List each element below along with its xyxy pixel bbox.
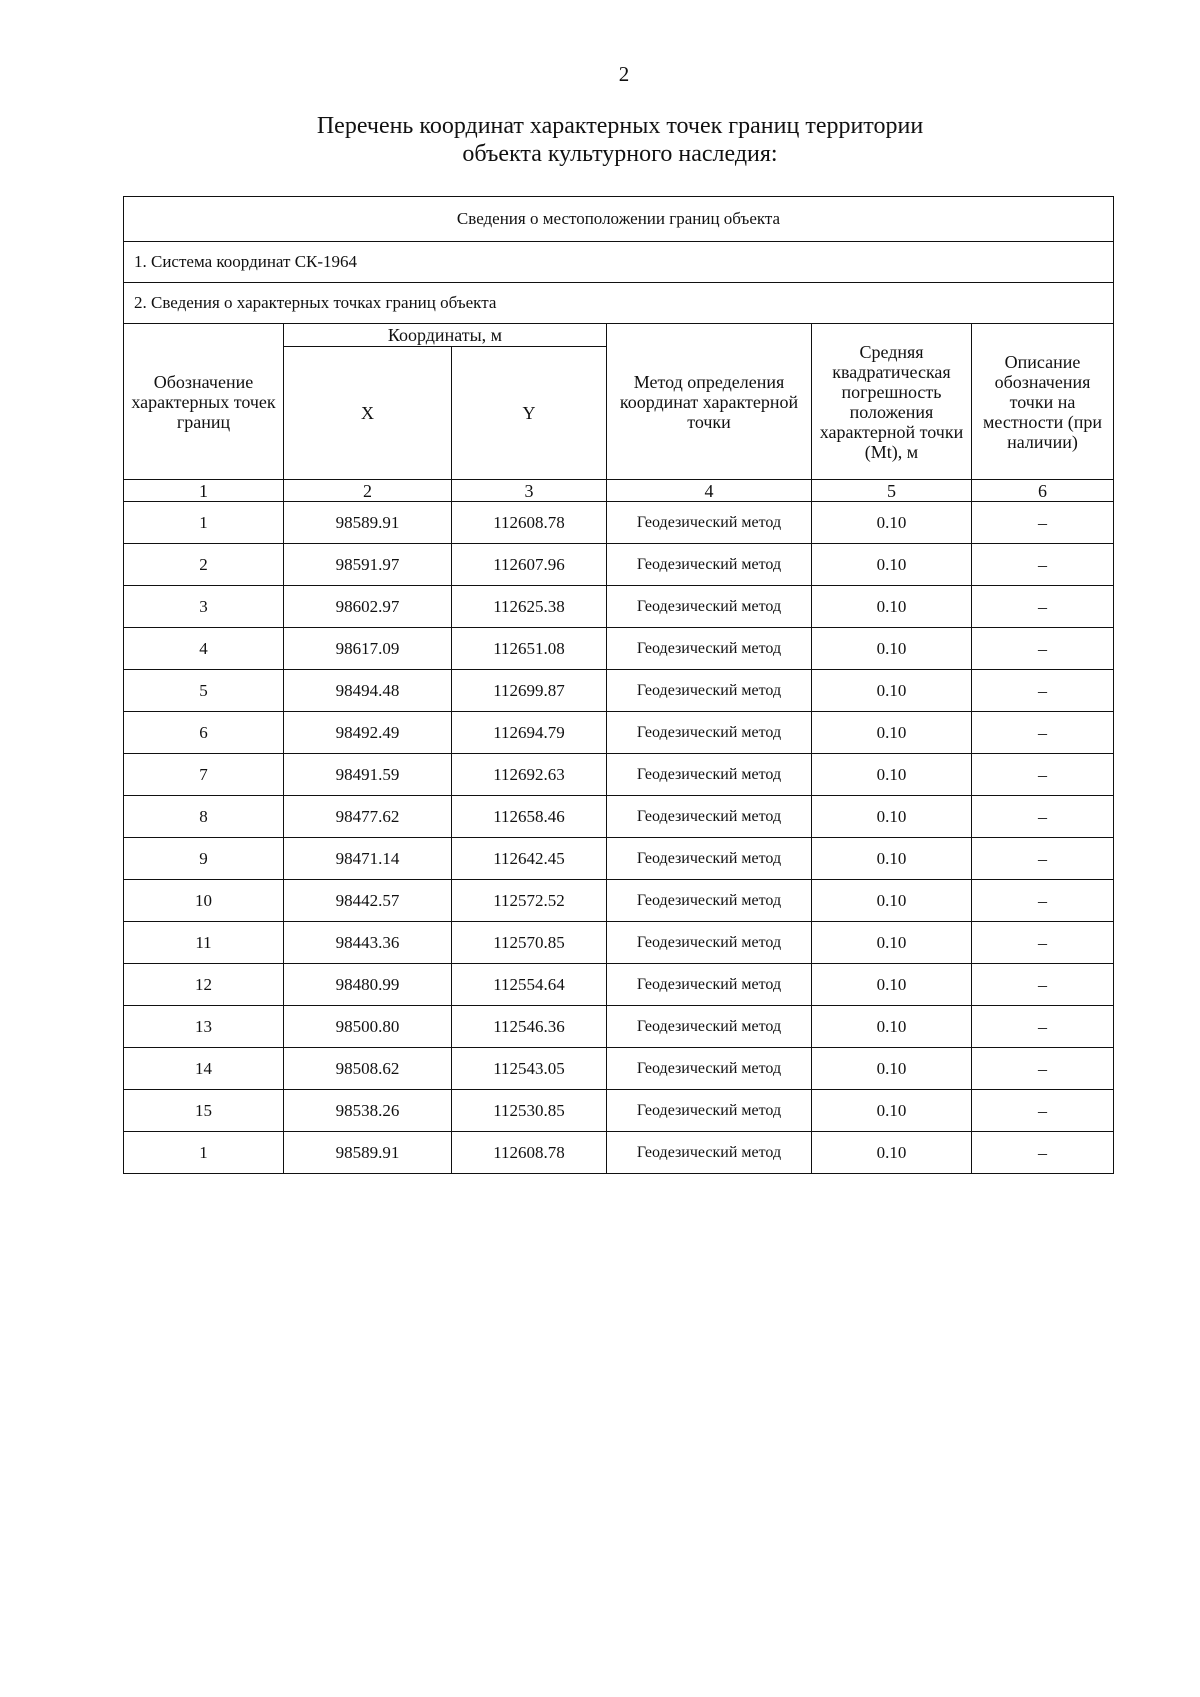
cell-point: 15 <box>124 1090 284 1132</box>
cell-error: 0.10 <box>812 838 972 880</box>
cell-y: 112625.38 <box>452 586 607 628</box>
cell-method: Геодезический метод <box>607 586 812 628</box>
cell-x: 98591.97 <box>284 544 452 586</box>
cell-x: 98492.49 <box>284 712 452 754</box>
points-heading: 2. Сведения о характерных точках границ объекта <box>124 283 1114 324</box>
cell-x: 98589.91 <box>284 502 452 544</box>
cell-method: Геодезический метод <box>607 1132 812 1174</box>
cell-x: 98500.80 <box>284 1006 452 1048</box>
table-row <box>124 586 1114 628</box>
cell-description: – <box>972 1132 1114 1174</box>
cell-description: – <box>972 544 1114 586</box>
cell-error: 0.10 <box>812 1090 972 1132</box>
table-row <box>124 1006 1114 1048</box>
cell-error: 0.10 <box>812 628 972 670</box>
table-row <box>124 880 1114 922</box>
cell-y: 112658.46 <box>452 796 607 838</box>
table-row <box>124 670 1114 712</box>
cell-point: 4 <box>124 628 284 670</box>
cell-description: – <box>972 754 1114 796</box>
cell-error: 0.10 <box>812 1048 972 1090</box>
column-number: 5 <box>812 480 972 502</box>
section-heading: Сведения о местоположении границ объекта <box>124 197 1114 242</box>
cell-description: – <box>972 880 1114 922</box>
cell-method: Геодезический метод <box>607 1090 812 1132</box>
table-row <box>124 964 1114 1006</box>
cell-method: Геодезический метод <box>607 502 812 544</box>
cell-error: 0.10 <box>812 586 972 628</box>
header-description: Описание обозначения точки на местности (при наличии) <box>972 324 1114 480</box>
cell-point: 9 <box>124 838 284 880</box>
cell-description: – <box>972 670 1114 712</box>
cell-x: 98491.59 <box>284 754 452 796</box>
cell-x: 98602.97 <box>284 586 452 628</box>
cell-y: 112651.08 <box>452 628 607 670</box>
cell-y: 112543.05 <box>452 1048 607 1090</box>
cell-point: 13 <box>124 1006 284 1048</box>
table-row <box>124 712 1114 754</box>
cell-method: Геодезический метод <box>607 712 812 754</box>
title-line-2: объекта культурного наследия: <box>462 141 778 167</box>
cell-method: Геодезический метод <box>607 670 812 712</box>
cell-point: 1 <box>124 502 284 544</box>
table-row <box>124 502 1114 544</box>
cell-description: – <box>972 964 1114 1006</box>
cell-method: Геодезический метод <box>607 754 812 796</box>
document-title <box>270 112 970 168</box>
cell-y: 112608.78 <box>452 502 607 544</box>
cell-x: 98494.48 <box>284 670 452 712</box>
cell-y: 112607.96 <box>452 544 607 586</box>
coordinate-system-row <box>124 242 1114 283</box>
cell-y: 112554.64 <box>452 964 607 1006</box>
cell-error: 0.10 <box>812 964 972 1006</box>
cell-description: – <box>972 1006 1114 1048</box>
table-row <box>124 544 1114 586</box>
cell-description: – <box>972 586 1114 628</box>
coordinates-table <box>123 196 1114 1174</box>
cell-description: – <box>972 502 1114 544</box>
cell-method: Геодезический метод <box>607 1048 812 1090</box>
cell-point: 1 <box>124 1132 284 1174</box>
column-number: 2 <box>284 480 452 502</box>
cell-error: 0.10 <box>812 544 972 586</box>
table-row <box>124 1048 1114 1090</box>
cell-error: 0.10 <box>812 796 972 838</box>
cell-y: 112546.36 <box>452 1006 607 1048</box>
cell-x: 98443.36 <box>284 922 452 964</box>
section-heading-row <box>124 197 1114 242</box>
cell-x: 98442.57 <box>284 880 452 922</box>
column-number: 4 <box>607 480 812 502</box>
cell-point: 10 <box>124 880 284 922</box>
cell-description: – <box>972 712 1114 754</box>
cell-error: 0.10 <box>812 922 972 964</box>
column-number: 1 <box>124 480 284 502</box>
cell-description: – <box>972 838 1114 880</box>
cell-y: 112642.45 <box>452 838 607 880</box>
cell-y: 112608.78 <box>452 1132 607 1174</box>
cell-point: 5 <box>124 670 284 712</box>
header-designation: Обозначение характерных точек границ <box>124 324 284 480</box>
cell-method: Геодезический метод <box>607 796 812 838</box>
header-y: Y <box>452 347 607 480</box>
cell-x: 98617.09 <box>284 628 452 670</box>
cell-description: – <box>972 1048 1114 1090</box>
cell-point: 11 <box>124 922 284 964</box>
table-row <box>124 1090 1114 1132</box>
cell-x: 98508.62 <box>284 1048 452 1090</box>
cell-point: 14 <box>124 1048 284 1090</box>
coordinate-system: 1. Система координат СК-1964 <box>124 242 1114 283</box>
table-row <box>124 922 1114 964</box>
cell-point: 12 <box>124 964 284 1006</box>
cell-x: 98477.62 <box>284 796 452 838</box>
cell-y: 112570.85 <box>452 922 607 964</box>
table-body <box>124 197 1114 1174</box>
cell-point: 2 <box>124 544 284 586</box>
cell-error: 0.10 <box>812 1006 972 1048</box>
cell-method: Геодезический метод <box>607 544 812 586</box>
cell-error: 0.10 <box>812 880 972 922</box>
cell-x: 98538.26 <box>284 1090 452 1132</box>
header-coordinates: Координаты, м <box>284 324 607 347</box>
points-heading-row <box>124 283 1114 324</box>
cell-point: 8 <box>124 796 284 838</box>
cell-method: Геодезический метод <box>607 838 812 880</box>
cell-error: 0.10 <box>812 670 972 712</box>
table-row <box>124 1132 1114 1174</box>
cell-method: Геодезический метод <box>607 964 812 1006</box>
cell-description: – <box>972 1090 1114 1132</box>
column-number: 6 <box>972 480 1114 502</box>
title-line-1: Перечень координат характерных точек границ территории <box>316 113 924 139</box>
table-row <box>124 628 1114 670</box>
cell-method: Геодезический метод <box>607 880 812 922</box>
cell-y: 112694.79 <box>452 712 607 754</box>
cell-y: 112699.87 <box>452 670 607 712</box>
cell-x: 98471.14 <box>284 838 452 880</box>
header-x: X <box>284 347 452 480</box>
header-row-top <box>124 324 1114 347</box>
cell-x: 98589.91 <box>284 1132 452 1174</box>
cell-method: Геодезический метод <box>607 922 812 964</box>
cell-y: 112572.52 <box>452 880 607 922</box>
cell-description: – <box>972 922 1114 964</box>
cell-point: 6 <box>124 712 284 754</box>
cell-method: Геодезический метод <box>607 1006 812 1048</box>
cell-y: 112530.85 <box>452 1090 607 1132</box>
column-number-row <box>124 480 1114 502</box>
cell-point: 7 <box>124 754 284 796</box>
table-row <box>124 754 1114 796</box>
cell-error: 0.10 <box>812 754 972 796</box>
column-number: 3 <box>452 480 607 502</box>
cell-description: – <box>972 628 1114 670</box>
cell-y: 112692.63 <box>452 754 607 796</box>
cell-x: 98480.99 <box>284 964 452 1006</box>
page-number: 2 <box>618 62 630 86</box>
header-error: Средняя квадратическая погрешность положения характерной точки (Mt), м <box>812 324 972 480</box>
cell-description: – <box>972 796 1114 838</box>
cell-method: Геодезический метод <box>607 628 812 670</box>
table-row <box>124 838 1114 880</box>
cell-error: 0.10 <box>812 502 972 544</box>
header-method: Метод определения координат характерной точки <box>607 324 812 480</box>
cell-point: 3 <box>124 586 284 628</box>
cell-error: 0.10 <box>812 712 972 754</box>
cell-error: 0.10 <box>812 1132 972 1174</box>
table-row <box>124 796 1114 838</box>
